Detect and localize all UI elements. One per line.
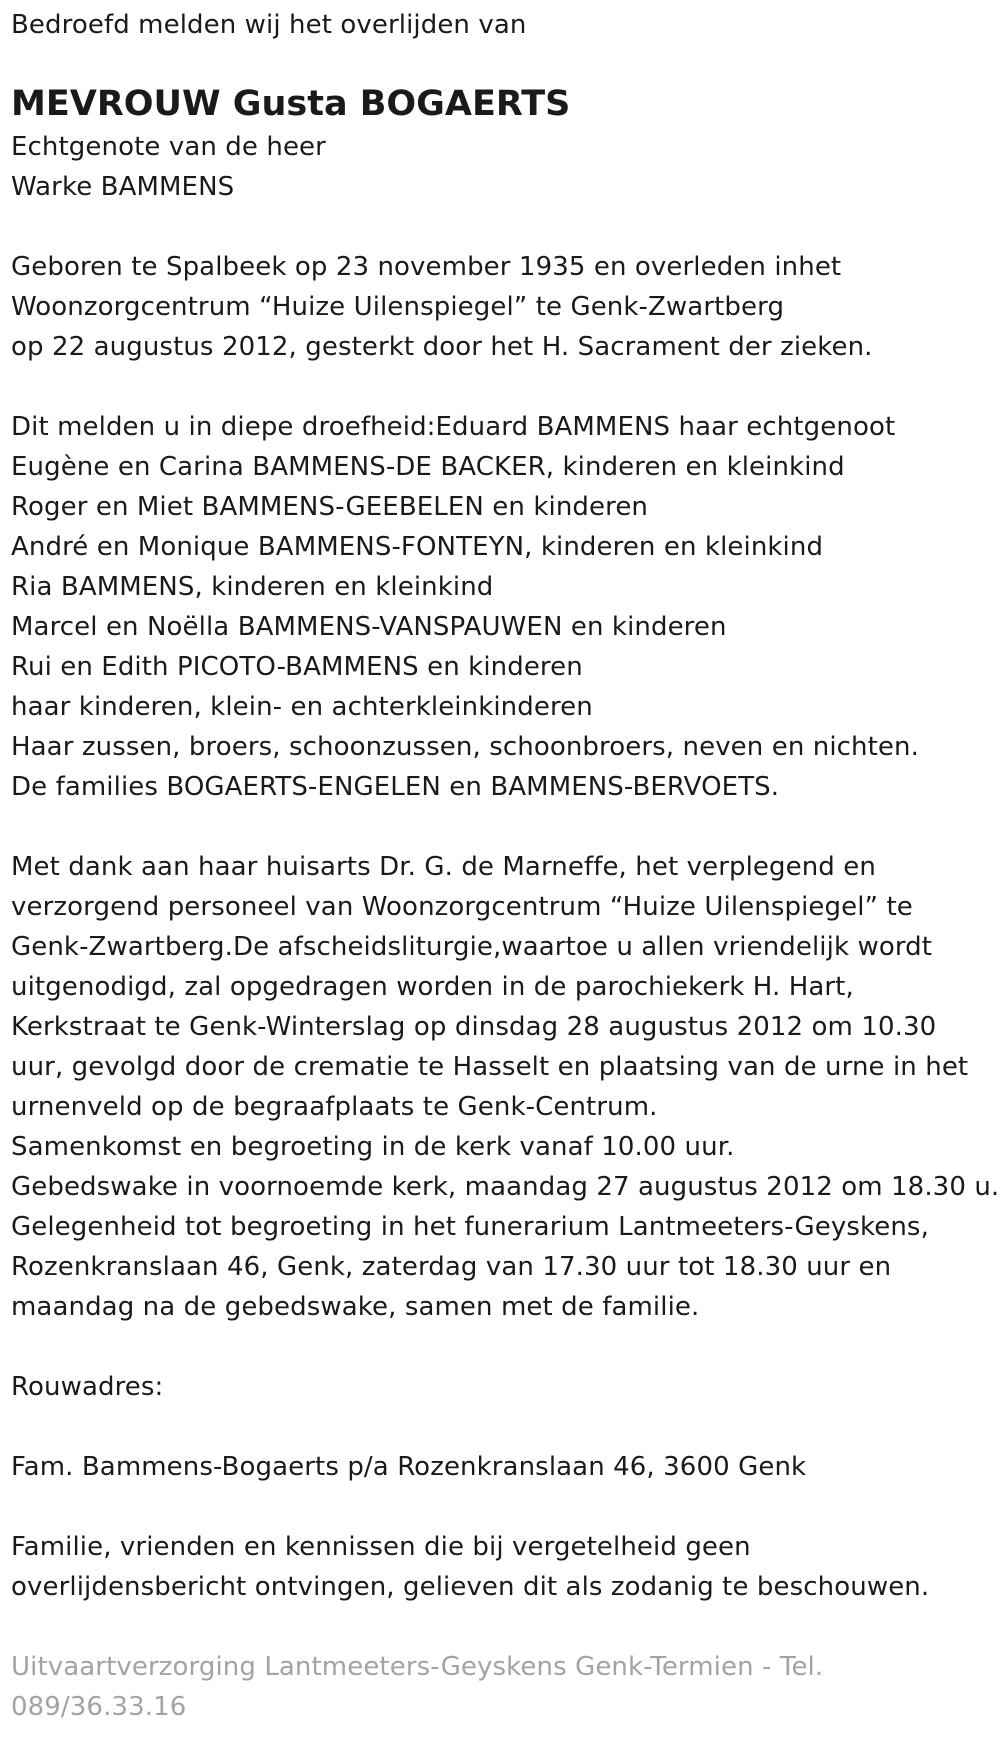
spouse-line: Warke BAMMENS xyxy=(11,172,235,202)
ceremony-line: Rozenkranslaan 46, Genk, zaterdag van 17.30 uur tot 18.30 uur en xyxy=(11,1252,892,1282)
family-line: Marcel en Noëlla BAMMENS-VANSPAUWEN en kinderen xyxy=(11,612,727,642)
address-section xyxy=(11,1447,991,1487)
family-line: André en Monique BAMMENS-FONTEYN, kinderen en kleinkind xyxy=(11,532,824,562)
ceremony-line: Genk-Zwartberg.De afscheidsliturgie,waartoe u allen vriendelijk wordt xyxy=(11,932,933,962)
ceremony-line: Gelegenheid tot begroeting in het funerarium Lantmeeters-Geyskens, xyxy=(11,1212,929,1242)
birth-death-line: Geboren te Spalbeek op 23 november 1935 en overleden inhet xyxy=(11,252,842,282)
family-line: haar kinderen, klein- en achterkleinkinderen xyxy=(11,692,593,722)
birth-death-line: Woonzorgcentrum “Huize Uilenspiegel” te Genk-Zwartberg xyxy=(11,292,785,322)
death-notice xyxy=(11,0,1000,1727)
mourning-address: Fam. Bammens-Bogaerts p/a Rozenkranslaan 46, 3600 Genk xyxy=(11,1452,807,1482)
ceremony-line: urnenveld op de begraafplaats te Genk-Centrum. xyxy=(11,1092,658,1122)
ceremony-line: Kerkstraat te Genk-Winterslag op dinsdag 28 augustus 2012 om 10.30 xyxy=(11,1012,937,1042)
birth-death-line: op 22 augustus 2012, gesterkt door het H. Sacrament der zieken. xyxy=(11,332,873,362)
family-line: Rui en Edith PICOTO-BAMMENS en kinderen xyxy=(11,652,583,682)
family-section xyxy=(11,407,991,807)
ceremony-line: uur, gevolgd door de crematie te Hasselt en plaatsing van de urne in het xyxy=(11,1052,969,1082)
notice-line: Familie, vrienden en kennissen die bij vergetelheid geen xyxy=(11,1532,751,1562)
ceremony-line: Samenkomst en begroeting in de kerk vanaf 10.00 uur. xyxy=(11,1132,735,1162)
intro-text: Bedroefd melden wij het overlijden van xyxy=(11,10,527,40)
footer-line: 089/36.33.16 xyxy=(11,1692,187,1722)
family-line: Ria BAMMENS, kinderen en kleinkind xyxy=(11,572,494,602)
address-label: Rouwadres: xyxy=(11,1372,164,1402)
spouse-section xyxy=(11,127,991,207)
funeral-home-footer xyxy=(11,1647,991,1727)
ceremony-line: uitgenodigd, zal opgedragen worden in de parochiekerk H. Hart, xyxy=(11,972,854,1002)
address-label-section xyxy=(11,1367,991,1407)
notice-line: overlijdensbericht ontvingen, gelieven dit als zodanig te beschouwen. xyxy=(11,1572,930,1602)
ceremony-section xyxy=(11,847,1000,1327)
birth-death-section xyxy=(11,247,991,367)
ceremony-line: maandag na de gebedswake, samen met de familie. xyxy=(11,1292,700,1322)
ceremony-line: Met dank aan haar huisarts Dr. G. de Marneffe, het verplegend en xyxy=(11,852,876,882)
family-line: Eugène en Carina BAMMENS-DE BACKER, kinderen en kleinkind xyxy=(11,452,845,482)
notice-section xyxy=(11,1527,991,1607)
family-line: De families BOGAERTS-ENGELEN en BAMMENS-BERVOETS. xyxy=(11,772,780,802)
family-line: Roger en Miet BAMMENS-GEEBELEN en kinderen xyxy=(11,492,648,522)
family-line: Haar zussen, broers, schoonzussen, schoonbroers, neven en nichten. xyxy=(11,732,919,762)
ceremony-line: verzorgend personeel van Woonzorgcentrum “Huize Uilenspiegel” te xyxy=(11,892,913,922)
footer-line: Uitvaartverzorging Lantmeeters-Geyskens Genk-Termien - Tel. xyxy=(11,1652,824,1682)
spouse-line: Echtgenote van de heer xyxy=(11,132,326,162)
deceased-name: MEVROUW Gusta BOGAERTS xyxy=(11,84,571,124)
family-line: Dit melden u in diepe droefheid:Eduard BAMMENS haar echtgenoot xyxy=(11,412,896,442)
ceremony-line: Gebedswake in voornoemde kerk, maandag 27 augustus 2012 om 18.30 u. xyxy=(11,1172,1000,1202)
